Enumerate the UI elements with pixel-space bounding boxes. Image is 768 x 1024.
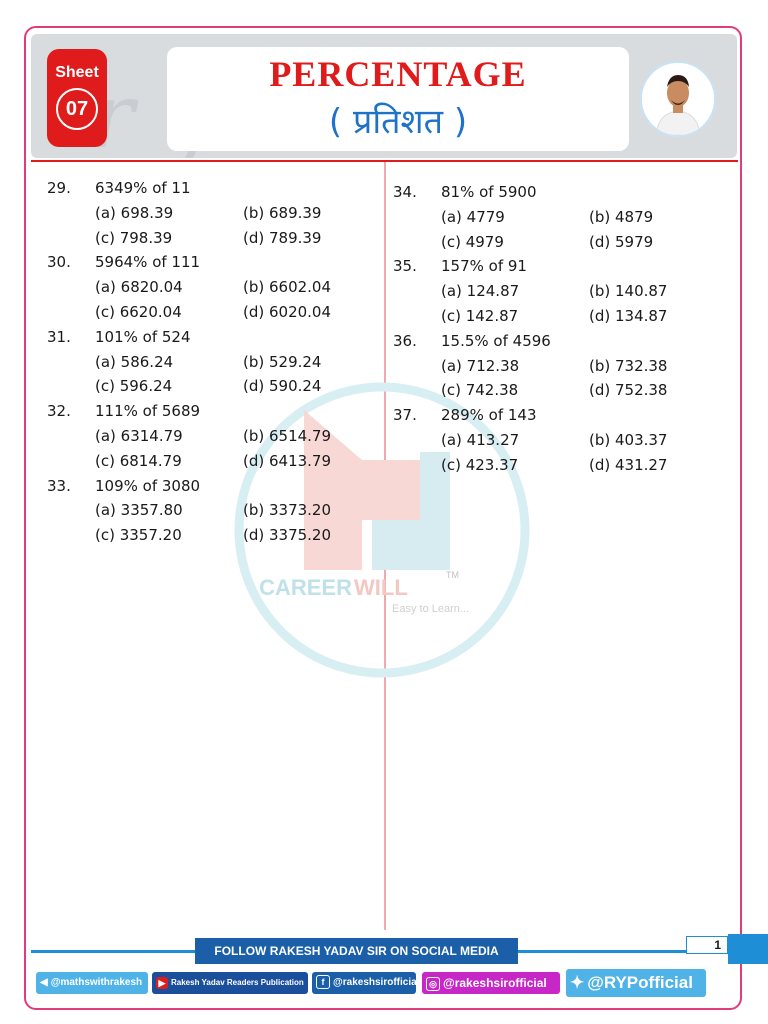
youtube-handle: Rakesh Yadav Readers Publication xyxy=(171,978,304,987)
question-number: 35. xyxy=(393,257,417,276)
page-number-tab xyxy=(728,934,768,964)
option-b: (b) 140.87 xyxy=(589,282,668,301)
telegram-handle: @mathswithrakesh xyxy=(50,977,143,988)
question-text: 101% of 524 xyxy=(95,327,191,346)
header-decoration: r xyxy=(91,64,145,158)
question-text: 111% of 5689 xyxy=(95,402,201,421)
option-a: (a) 124.87 xyxy=(441,282,520,301)
option-b: (b) 6602.04 xyxy=(243,278,332,297)
watermark-tagline: Easy to Learn... xyxy=(392,603,470,615)
option-b: (b) 6514.79 xyxy=(243,426,332,445)
option-d: (d) 6020.04 xyxy=(243,302,332,321)
facebook-icon: f xyxy=(316,975,330,989)
facebook-link[interactable] xyxy=(312,972,420,994)
question-number: 33. xyxy=(47,476,71,495)
question-text: 289% of 143 xyxy=(441,406,537,425)
question-text: 5964% of 111 xyxy=(95,253,201,272)
option-c: (c) 6620.04 xyxy=(95,302,182,321)
twitter-icon: ✦ xyxy=(570,973,585,992)
question-text: 15.5% of 4596 xyxy=(441,331,551,350)
option-c: (c) 742.38 xyxy=(441,381,519,400)
option-a: (a) 6314.79 xyxy=(95,426,183,445)
option-a: (a) 3357.80 xyxy=(95,501,183,520)
option-b: (b) 4879 xyxy=(589,207,654,226)
option-b: (b) 689.39 xyxy=(243,203,322,222)
watermark-tm: TM xyxy=(446,570,459,580)
option-d: (d) 789.39 xyxy=(243,228,322,247)
option-d: (d) 752.38 xyxy=(589,381,668,400)
telegram-link[interactable] xyxy=(36,972,148,994)
option-c: (c) 4979 xyxy=(441,232,504,251)
question-number: 37. xyxy=(393,406,417,425)
page-number: 1 xyxy=(686,936,728,954)
option-d: (d) 134.87 xyxy=(589,306,668,325)
question-text: 109% of 3080 xyxy=(95,476,201,495)
page-title: PERCENTAGE xyxy=(269,54,527,94)
youtube-icon: ▶ xyxy=(156,977,168,989)
option-c: (c) 6814.79 xyxy=(95,451,182,470)
question-number: 34. xyxy=(393,183,417,201)
facebook-handle: @rakeshsirofficial xyxy=(333,977,420,988)
option-d: (d) 431.27 xyxy=(589,455,668,474)
twitter-link[interactable] xyxy=(566,969,706,997)
option-a: (a) 586.24 xyxy=(95,352,174,371)
title-box xyxy=(167,47,629,151)
page-title-hindi: ( प्रतिशत ) xyxy=(328,102,468,142)
watermark-brand-b: WILL xyxy=(354,575,408,600)
option-b: (b) 3373.20 xyxy=(243,501,332,520)
option-c: (c) 798.39 xyxy=(95,228,173,247)
option-c: (c) 596.24 xyxy=(95,377,173,396)
option-b: (b) 529.24 xyxy=(243,352,322,371)
option-d: (d) 5979 xyxy=(589,232,654,251)
option-d: (d) 6413.79 xyxy=(243,451,332,470)
avatar xyxy=(640,61,716,137)
option-c: (c) 142.87 xyxy=(441,306,519,325)
question-number: 31. xyxy=(47,327,71,346)
option-d: (d) 590.24 xyxy=(243,377,322,396)
option-a: (a) 413.27 xyxy=(441,430,520,449)
question-number: 29. xyxy=(47,179,71,197)
option-b: (b) 403.37 xyxy=(589,430,668,449)
youtube-link[interactable] xyxy=(152,972,308,994)
option-b: (b) 732.38 xyxy=(589,356,668,375)
option-a: (a) 4779 xyxy=(441,207,505,226)
sheet-badge xyxy=(47,49,107,147)
instagram-icon: ◎ xyxy=(426,977,440,991)
question-number: 36. xyxy=(393,331,417,350)
option-d: (d) 3375.20 xyxy=(243,526,332,545)
instagram-link[interactable] xyxy=(422,972,560,994)
option-a: (a) 712.38 xyxy=(441,356,520,375)
person-photo-icon xyxy=(642,63,714,135)
option-c: (c) 3357.20 xyxy=(95,526,182,545)
question-number: 32. xyxy=(47,402,71,421)
option-c: (c) 423.37 xyxy=(441,455,519,474)
question-text: 6349% of 11 xyxy=(95,179,191,197)
instagram-handle: @rakeshsirofficial xyxy=(443,976,547,990)
question-text: 157% of 91 xyxy=(441,257,527,276)
watermark-brand-a: CAREER xyxy=(259,575,352,600)
telegram-icon: ◀ xyxy=(40,977,48,988)
twitter-handle: @RYPofficial xyxy=(587,973,693,992)
sheet-number: 07 xyxy=(56,88,98,130)
follow-banner: FOLLOW RAKESH YADAV SIR ON SOCIAL MEDIA xyxy=(195,938,518,964)
question-number: 30. xyxy=(47,253,71,272)
question-text: 81% of 5900 xyxy=(441,183,537,201)
option-a: (a) 6820.04 xyxy=(95,278,183,297)
option-a: (a) 698.39 xyxy=(95,203,174,222)
sheet-label: Sheet xyxy=(55,64,99,81)
